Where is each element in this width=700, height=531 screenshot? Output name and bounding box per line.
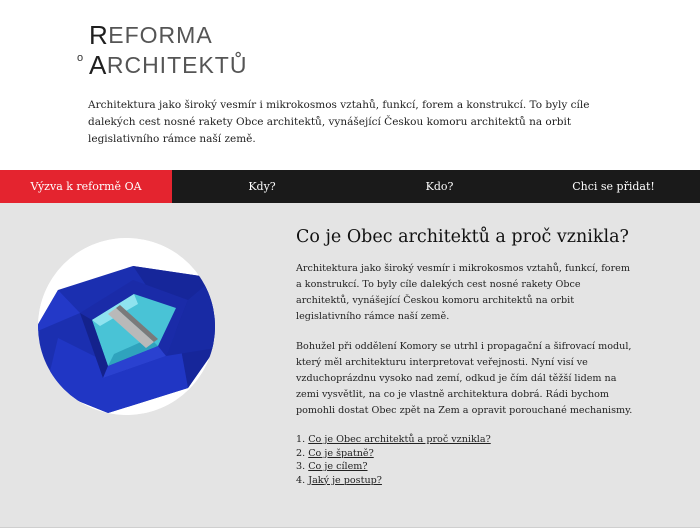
logo-text-eforma: EFORMA bbox=[108, 22, 213, 48]
link-jaky-je-postup[interactable]: Jaký je postup? bbox=[308, 474, 382, 486]
main-nav bbox=[0, 170, 700, 203]
logo-line-1 bbox=[77, 20, 247, 50]
logo[interactable] bbox=[77, 20, 247, 80]
nav-item-pridat[interactable]: Chci se přidat! bbox=[572, 180, 655, 193]
article bbox=[296, 225, 636, 487]
blue-cube-illustration bbox=[38, 238, 215, 415]
logo-small-o: o bbox=[77, 52, 84, 64]
logo-initial-r: R bbox=[89, 20, 109, 50]
blue-cube-image bbox=[38, 238, 215, 415]
link-co-je-spatne[interactable]: Co je špatně? bbox=[308, 447, 374, 459]
article-heading: Co je Obec architektů a proč vznikla? bbox=[296, 227, 629, 247]
article-paragraph-2: Bohužel při oddělení Komory se utrhl i propagační a šifrovací modul, který měl architekturu interpretovat veřejnosti. Nyní visí ve vzduchoprázdnu vysoko nad zemí, odkud je čím dál těžší lidem na zemi vysvětlit, na co je vlastně architektura dobrá. Rádi bychom pomohli dostat Obec zpět na Zem a opravit porouchané mechanismy. bbox=[296, 341, 633, 416]
footer-line bbox=[0, 527, 700, 531]
header bbox=[0, 0, 700, 170]
article-links-list bbox=[296, 433, 636, 487]
link-co-je-obec[interactable]: Co je Obec architektů a proč vznikla? bbox=[308, 434, 491, 445]
list-item-number: 4. bbox=[296, 474, 306, 486]
list-item-number: 2. bbox=[296, 447, 306, 459]
link-co-je-cilem[interactable]: Co je cílem? bbox=[308, 461, 368, 472]
nav-item-vyzva[interactable]: Výzva k reformě OA bbox=[0, 170, 172, 203]
logo-initial-a: A bbox=[89, 50, 107, 80]
list-item-number: 3. bbox=[296, 461, 306, 472]
list-item bbox=[296, 447, 636, 461]
list-item bbox=[296, 460, 636, 474]
tagline: Architektura jako široký vesmír i mikrokosmos vztahů, funkcí, forem a konstrukcí. To byly cíle dalekých cest nosné rakety Obce architektů, vynášející Českou komoru architektů na orbit legislativního rámce naší země. bbox=[88, 99, 590, 145]
nav-item-kdo[interactable]: Kdo? bbox=[425, 180, 454, 193]
main-content bbox=[0, 203, 700, 527]
nav-item-kdy[interactable]: Kdy? bbox=[248, 180, 276, 193]
list-item bbox=[296, 433, 636, 447]
logo-text-rchitektu: RCHITEKTŮ bbox=[106, 52, 248, 78]
list-item bbox=[296, 474, 636, 488]
list-item-number: 1. bbox=[296, 434, 306, 445]
article-paragraph-1: Architektura jako široký vesmír i mikrokosmos vztahů, funkcí, forem a konstrukcí. To byly cíle dalekých cest nosné rakety Obce architektů, vynášející Českou komoru architektů na orbit legislativního rámce naší země. bbox=[296, 263, 630, 322]
logo-line-2 bbox=[77, 50, 247, 80]
